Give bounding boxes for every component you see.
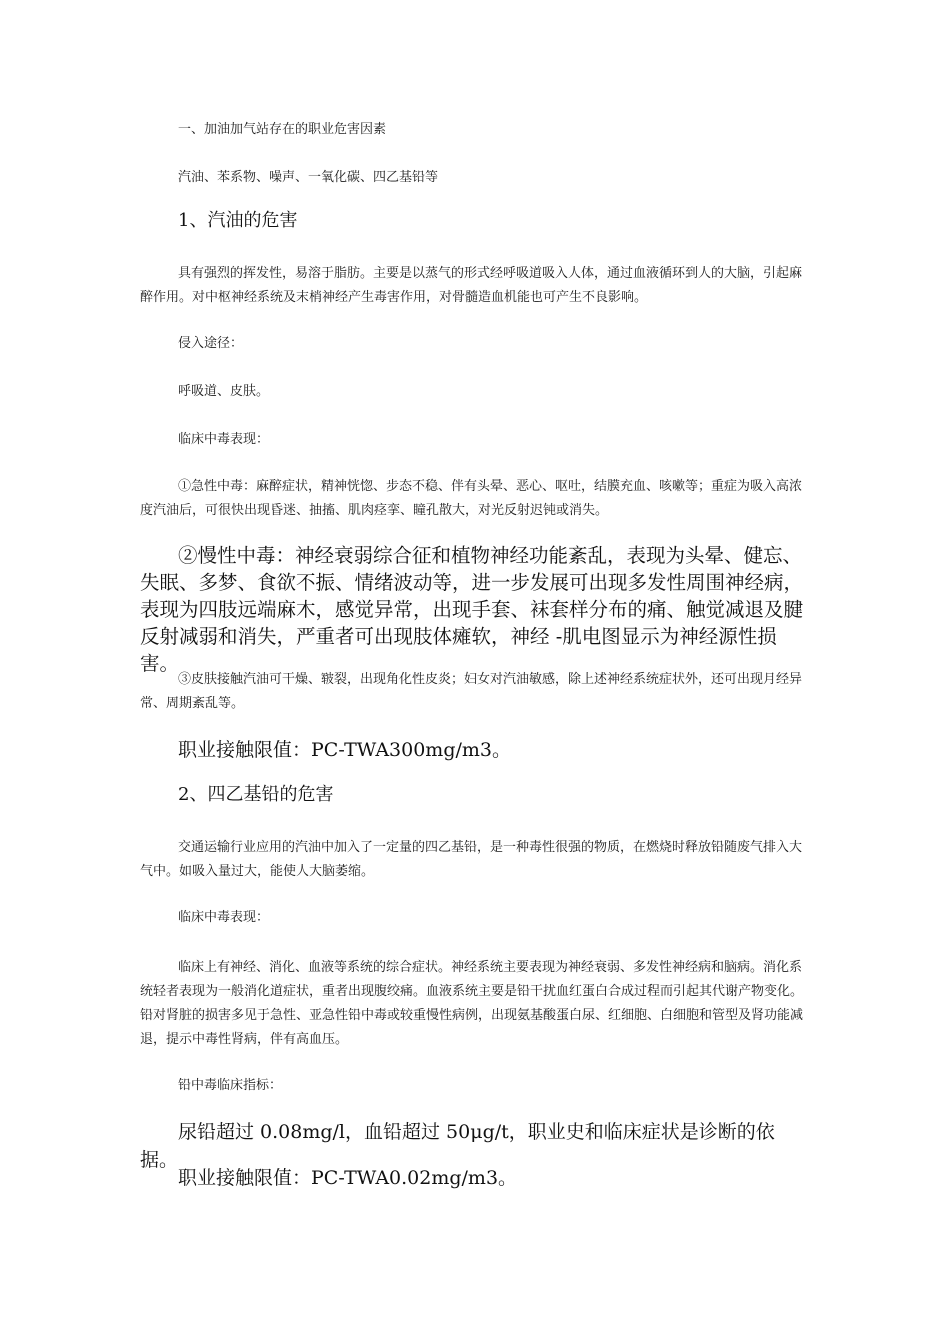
gasoline-limit: 职业接触限值：PC-TWA300mg/m3。 — [178, 739, 511, 761]
lead-indicator-text: 尿铅超过 0.08mg/l，血铅超过 50μg/t，职业史和临床症状是诊断的依据。 — [140, 1121, 775, 1171]
lead-intro: 交通运输行业应用的汽油中加入了一定量的四乙基铅，是一种毒性很强的物质，在燃烧时释放铅随废气排入大气中。如吸入量过大，能使人大脑萎缩。 — [140, 840, 803, 879]
gasoline-acute: ①急性中毒：麻醉症状，精神恍惚、步态不稳、伴有头晕、恶心、呕吐，结膜充血、咳嗽等；重症为吸入高浓度汽油后，可很快出现昏迷、抽搐、肌肉痉挛、瞳孔散大，对光反射迟钝或消失。 — [140, 479, 803, 518]
section-title: 一、加油加气站存在的职业危害因素 — [178, 122, 387, 137]
gasoline-route-value: 呼吸道、皮肤。 — [178, 384, 270, 399]
gasoline-heading: 1、汽油的危害 — [178, 210, 298, 231]
lead-heading: 2、四乙基铅的危害 — [178, 784, 334, 805]
hazard-list: 汽油、苯系物、噪声、一氧化碳、四乙基铅等 — [178, 170, 439, 185]
gasoline-intro: 具有强烈的挥发性，易溶于脂肪。主要是以蒸气的形式经呼吸道吸入人体，通过血液循环到人的大脑，引起麻醉作用。对中枢神经系统及末梢神经产生毒害作用，对骨髓造血机能也可产生不良影响。 — [140, 266, 803, 305]
lead-indicator-label: 铅中毒临床指标： — [178, 1078, 283, 1093]
gasoline-route-label: 侵入途径： — [178, 336, 244, 351]
lead-clinical-text: 临床上有神经、消化、血液等系统的综合症状。神经系统主要表现为神经衰弱、多发性神经病和脑病。消化系统轻者表现为一般消化道症状，重者出现腹绞痛。血液系统主要是铅干扰血红蛋白合成过程而引起其代谢产物变化。铅对肾脏的损害多见于急性、亚急性铅中毒或较重慢性病例，出现氨基酸蛋白尿、红细胞、白细胞和管型及肾功能减退，提示中毒性肾病，伴有高血压。 — [140, 960, 804, 1047]
lead-clinical-label: 临床中毒表现： — [178, 910, 270, 925]
lead-limit: 职业接触限值：PC-TWA0.02mg/m3。 — [178, 1167, 518, 1189]
gasoline-chronic: ②慢性中毒：神经衰弱综合征和植物神经功能紊乱，表现为头晕、健忘、失眠、多梦、食欲不振、情绪波动等，进一步发展可出现多发性周围神经病，表现为四肢远端麻木，感觉异常，出现手套、袜套样分布的痛、触觉减退及腱反射减弱和消失，严重者可出现肢体瘫软，神经 -肌电图显示为神经源性损害。 — [140, 544, 804, 675]
gasoline-skin: ③皮肤接触汽油可干燥、皲裂，出现角化性皮炎；妇女对汽油敏感，除上述神经系统症状外，还可出现月经异常、周期紊乱等。 — [140, 672, 803, 711]
gasoline-clinical-label: 临床中毒表现： — [178, 432, 270, 447]
